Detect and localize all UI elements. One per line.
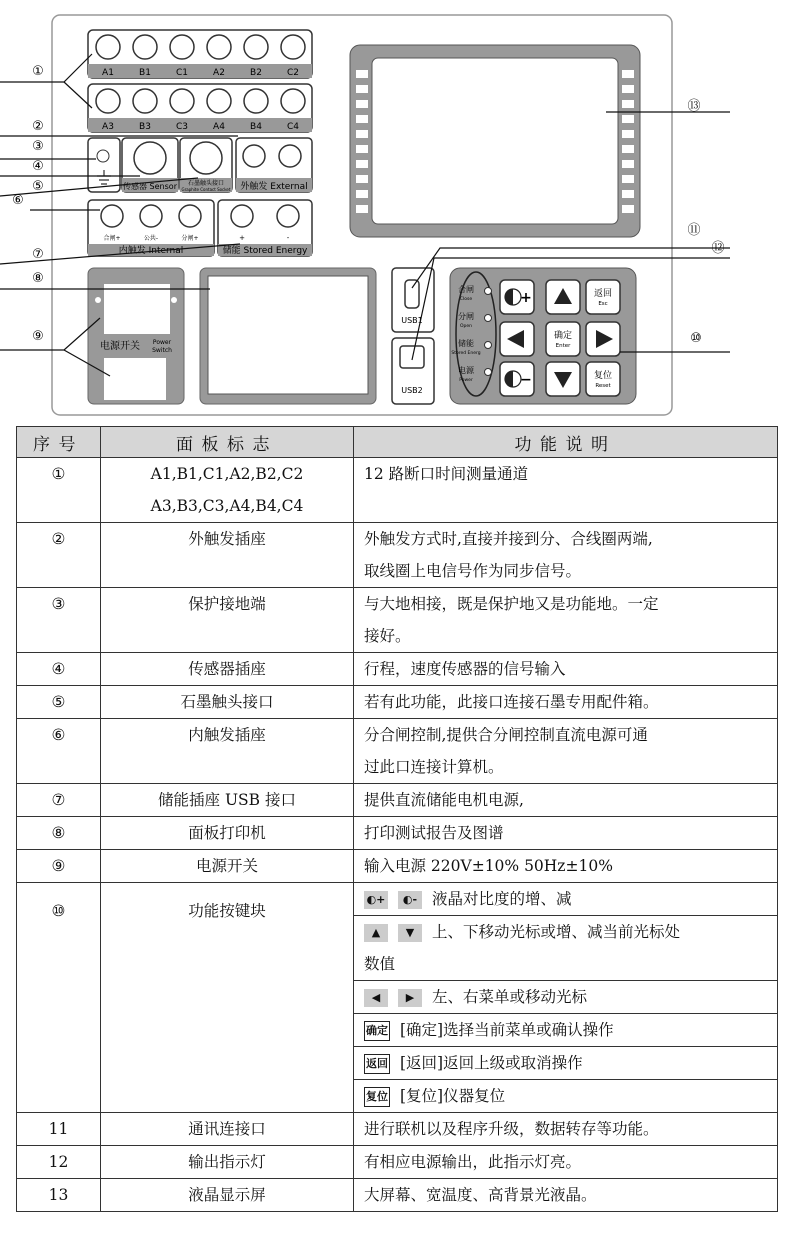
cell-line: 外触发方式时,直接并接到分、合线圈两端, bbox=[364, 530, 653, 548]
usb-port-1 bbox=[392, 268, 434, 332]
cell-line: A1,B1,C1,A2,B2,C2 bbox=[150, 465, 304, 483]
callout-marker: ⑤ bbox=[32, 179, 44, 194]
row-number: ⑨ bbox=[17, 850, 101, 883]
key-label-en: Reset bbox=[595, 383, 611, 389]
key-label: 复位 bbox=[593, 371, 613, 381]
cell-line: 行程，速度传感器的信号输入 bbox=[364, 660, 566, 678]
row-number: ⑧ bbox=[17, 817, 101, 850]
cell-line: 面板打印机 bbox=[188, 824, 266, 842]
svg-text:外触发 External: 外触发 External bbox=[240, 182, 308, 192]
row-mark bbox=[101, 588, 354, 653]
channel-label: B1 bbox=[139, 68, 151, 78]
cell-line: 内触发插座 bbox=[188, 726, 266, 744]
header-no: 序号 bbox=[17, 427, 101, 458]
row-number: ① bbox=[17, 458, 101, 523]
svg-text:储能 Stored Energy: 储能 Stored Energy bbox=[222, 246, 308, 256]
channel-jack bbox=[207, 89, 231, 113]
callout-marker: ⑥ bbox=[12, 193, 24, 208]
key-label-en: Esc bbox=[598, 301, 608, 307]
cell-line: 分合闸控制,提供合分闸控制直流电源可通 bbox=[364, 726, 648, 744]
channel-label: A3 bbox=[102, 122, 114, 132]
key-glyph-icon: 返回 bbox=[364, 1054, 390, 1074]
key-label: 返回 bbox=[593, 289, 613, 299]
row-mark bbox=[101, 719, 354, 784]
svg-text:传感器 Sensor: 传感器 Sensor bbox=[123, 182, 177, 191]
row-mark bbox=[101, 458, 354, 523]
callout-marker: ⑦ bbox=[32, 247, 44, 262]
table-row bbox=[17, 1113, 778, 1146]
key-desc-line bbox=[354, 1014, 777, 1047]
svg-text:−: − bbox=[520, 372, 532, 388]
svg-text:Power: Power bbox=[152, 339, 172, 346]
cell-line: A3,B3,C3,A4,B4,C4 bbox=[150, 497, 304, 515]
key-glyph-icon: ▶ bbox=[398, 989, 422, 1007]
table-row bbox=[17, 458, 778, 523]
key-desc-text: 液晶对比度的增、减 bbox=[432, 890, 572, 908]
callout-marker: ③ bbox=[32, 139, 44, 154]
row-desc bbox=[354, 1146, 778, 1179]
table-row-keys bbox=[17, 883, 778, 1113]
channel-label: C2 bbox=[286, 68, 300, 78]
callout-marker: ⑨ bbox=[32, 329, 44, 344]
key-glyph-icon: 确定 bbox=[364, 1021, 390, 1041]
cell-line: 提供直流储能电机电源, bbox=[364, 791, 524, 809]
cell-line: 输入电源 220V±10% 50Hz±10% bbox=[364, 857, 613, 875]
key-right bbox=[586, 322, 620, 356]
header-desc: 功能说明 bbox=[354, 427, 778, 458]
callout-marker: ① bbox=[32, 64, 44, 79]
cell-line bbox=[364, 490, 771, 522]
table-row bbox=[17, 1179, 778, 1212]
table-row bbox=[17, 686, 778, 719]
row-number: ④ bbox=[17, 653, 101, 686]
row-desc bbox=[354, 523, 778, 588]
key-down bbox=[546, 362, 580, 396]
key-contrast-minus bbox=[500, 362, 534, 396]
indicator-light bbox=[485, 315, 492, 322]
key-desc-text: [返回]返回上级或取消操作 bbox=[400, 1054, 583, 1072]
cell-line: 通讯连接口 bbox=[188, 1120, 266, 1138]
callout-marker: ⑫ bbox=[711, 241, 725, 256]
row-desc bbox=[354, 719, 778, 784]
channel-label: A1 bbox=[102, 68, 114, 78]
callout-marker: ⑧ bbox=[32, 271, 44, 286]
row-desc bbox=[354, 850, 778, 883]
row-number: ② bbox=[17, 523, 101, 588]
row-number: 11 bbox=[17, 1113, 101, 1146]
key-desc-text: [复位]仪器复位 bbox=[400, 1087, 506, 1105]
channel-jack bbox=[170, 35, 194, 59]
indicator-label: 储能 bbox=[458, 339, 474, 348]
channel-row-1 bbox=[88, 30, 312, 78]
callout-marker: ⑬ bbox=[687, 99, 701, 114]
key-contrast-plus bbox=[500, 280, 534, 314]
cell-line: 接好。 bbox=[364, 627, 411, 645]
svg-text:公共-: 公共- bbox=[143, 235, 159, 242]
svg-text:分闸+: 分闸+ bbox=[181, 235, 199, 242]
table-row bbox=[17, 523, 778, 588]
channel-label: C4 bbox=[286, 122, 300, 132]
svg-text:-: - bbox=[286, 234, 290, 242]
cell-line: 打印测试报告及图谱 bbox=[364, 824, 504, 842]
key-desc-line bbox=[354, 883, 777, 916]
callout-marker: ④ bbox=[32, 159, 44, 174]
indicator-label-en: Power bbox=[459, 378, 473, 383]
channel-jack bbox=[96, 35, 120, 59]
channel-jack bbox=[207, 35, 231, 59]
row-mark bbox=[101, 817, 354, 850]
table-row bbox=[17, 784, 778, 817]
key-glyph-icon: ◐- bbox=[398, 891, 422, 909]
table-row bbox=[17, 1146, 778, 1179]
channel-label: A4 bbox=[213, 122, 225, 132]
indicator-label-en: Open bbox=[459, 324, 473, 329]
key-glyph-icon: ▼ bbox=[398, 924, 422, 942]
svg-text:合闸+: 合闸+ bbox=[103, 235, 121, 242]
row-number: ⑥ bbox=[17, 719, 101, 784]
channel-jack bbox=[244, 89, 268, 113]
svg-text:电源开关: 电源开关 bbox=[100, 341, 140, 352]
key-desc-text: 左、右菜单或移动光标 bbox=[432, 988, 588, 1006]
cell-line: 大屏幕、宽温度、高背景光液晶。 bbox=[364, 1186, 597, 1204]
key-esc bbox=[586, 280, 620, 314]
key-desc-line bbox=[354, 981, 777, 1014]
channel-jack bbox=[96, 89, 120, 113]
panel-svg bbox=[0, 0, 790, 420]
row-mark bbox=[101, 1113, 354, 1146]
row-number: ⑦ bbox=[17, 784, 101, 817]
row-number: 13 bbox=[17, 1179, 101, 1212]
key-reset bbox=[586, 362, 620, 396]
cell-line: 保护接地端 bbox=[188, 595, 266, 613]
channel-label: B2 bbox=[250, 68, 262, 78]
key-up bbox=[546, 280, 580, 314]
key-desc-text: 上、下移动光标或增、减当前光标处 bbox=[432, 923, 681, 941]
row-number: ⑤ bbox=[17, 686, 101, 719]
cell-line: 传感器插座 bbox=[188, 660, 266, 678]
key-glyph-icon: 复位 bbox=[364, 1087, 390, 1107]
cell-line: 有相应电源输出，此指示灯亮。 bbox=[364, 1153, 582, 1171]
row-number: ③ bbox=[17, 588, 101, 653]
row-desc bbox=[354, 817, 778, 850]
row-desc bbox=[354, 686, 778, 719]
usb-port-2 bbox=[392, 338, 434, 404]
table-row bbox=[17, 817, 778, 850]
row-mark bbox=[101, 850, 354, 883]
key-glyph-icon: ◐+ bbox=[364, 891, 388, 909]
table-row bbox=[17, 850, 778, 883]
panel-printer bbox=[200, 268, 376, 404]
key-desc-text: [确定]选择当前菜单或确认操作 bbox=[400, 1021, 614, 1039]
row-desc bbox=[354, 1179, 778, 1212]
svg-text:USB1: USB1 bbox=[401, 316, 423, 325]
channel-jack bbox=[133, 35, 157, 59]
key-glyph-icon: ▲ bbox=[364, 924, 388, 942]
cell-line: 进行联机以及程序升级，数据转存等功能。 bbox=[364, 1120, 659, 1138]
indicator-label-en: Stored Energ bbox=[451, 351, 481, 356]
channel-row-2 bbox=[88, 84, 312, 132]
indicator-light bbox=[485, 288, 492, 295]
cell-line: 储能插座 USB 接口 bbox=[158, 791, 296, 809]
channel-jack bbox=[281, 89, 305, 113]
channel-jack bbox=[281, 35, 305, 59]
table-header-row bbox=[17, 427, 778, 458]
header-mark: 面板标志 bbox=[101, 427, 354, 458]
callout-marker: ⑩ bbox=[690, 331, 702, 346]
function-keypad bbox=[450, 268, 636, 404]
key-enter bbox=[546, 322, 580, 356]
graphite-socket bbox=[180, 138, 232, 192]
cell-line: 外触发插座 bbox=[188, 530, 266, 548]
row-mark bbox=[101, 1179, 354, 1212]
channel-jack bbox=[170, 89, 194, 113]
svg-text:Graphite Contact Socket: Graphite Contact Socket bbox=[181, 187, 231, 192]
table-row bbox=[17, 653, 778, 686]
cell-line: 过此口连接计算机。 bbox=[364, 758, 504, 776]
indicator-light bbox=[485, 342, 492, 349]
channel-jack bbox=[133, 89, 157, 113]
key-desc-line bbox=[354, 1047, 777, 1080]
key-desc-line bbox=[354, 916, 777, 981]
indicator-label: 合闸 bbox=[458, 285, 474, 294]
table-row bbox=[17, 588, 778, 653]
svg-text:+: + bbox=[239, 234, 245, 242]
channel-jack bbox=[244, 35, 268, 59]
key-label-en: Enter bbox=[555, 343, 571, 349]
indicator-label-en: Close bbox=[459, 297, 473, 302]
svg-text:Switch: Switch bbox=[152, 347, 172, 354]
cell-line: 取线圈上电信号作为同步信号。 bbox=[364, 562, 582, 580]
indicator-light bbox=[485, 369, 492, 376]
cell-line: 电源开关 bbox=[195, 857, 258, 875]
cell-line: 12 路断口时间测量通道 bbox=[364, 465, 529, 483]
channel-label: B3 bbox=[139, 122, 151, 132]
row-desc bbox=[354, 588, 778, 653]
channel-label: C1 bbox=[175, 68, 189, 78]
indicator-label: 分闸 bbox=[458, 312, 474, 321]
row-number: 12 bbox=[17, 1146, 101, 1179]
key-left bbox=[500, 322, 534, 356]
row-mark bbox=[101, 784, 354, 817]
cell-line: 输出指示灯 bbox=[188, 1153, 266, 1171]
row-mark bbox=[101, 686, 354, 719]
row-mark bbox=[101, 523, 354, 588]
cell-line: 若有此功能，此接口连接石墨专用配件箱。 bbox=[364, 693, 659, 711]
row-number: ⑩ bbox=[17, 883, 101, 1113]
channel-label: C3 bbox=[175, 122, 189, 132]
callout-marker: ⑪ bbox=[687, 223, 701, 238]
svg-text:USB2: USB2 bbox=[401, 386, 423, 395]
stored-energy-socket bbox=[218, 200, 312, 256]
channel-label: B4 bbox=[250, 122, 262, 132]
row-desc bbox=[354, 784, 778, 817]
key-glyph-icon: ◀ bbox=[364, 989, 388, 1007]
row-mark: 功能按键块 bbox=[101, 883, 354, 1113]
row-desc bbox=[354, 653, 778, 686]
callout-marker: ② bbox=[32, 119, 44, 134]
ground-terminal bbox=[88, 138, 120, 192]
indicator-label: 电源 bbox=[458, 366, 474, 375]
row-desc bbox=[354, 458, 778, 523]
cell-line: 液晶显示屏 bbox=[188, 1186, 266, 1204]
row-desc bbox=[354, 1113, 778, 1146]
row-mark bbox=[101, 1146, 354, 1179]
channel-label: A2 bbox=[213, 68, 225, 78]
key-desc-line bbox=[354, 1080, 777, 1112]
spec-table bbox=[16, 426, 778, 1212]
row-desc bbox=[354, 883, 778, 1113]
cell-line: 石墨触头接口 bbox=[180, 693, 274, 711]
lcd-display bbox=[350, 45, 640, 237]
table-row bbox=[17, 719, 778, 784]
svg-text:+: + bbox=[520, 290, 532, 306]
svg-text:内触发 Internal: 内触发 Internal bbox=[118, 246, 184, 256]
key-desc-text-cont: 数值 bbox=[364, 955, 396, 973]
cell-line: 与大地相接，既是保护地又是功能地。一定 bbox=[364, 595, 659, 613]
svg-text:石墨触头接口: 石墨触头接口 bbox=[187, 180, 225, 187]
row-mark bbox=[101, 653, 354, 686]
panel-diagram bbox=[0, 0, 790, 420]
external-trigger-socket bbox=[236, 138, 312, 192]
key-label: 确定 bbox=[553, 331, 573, 341]
